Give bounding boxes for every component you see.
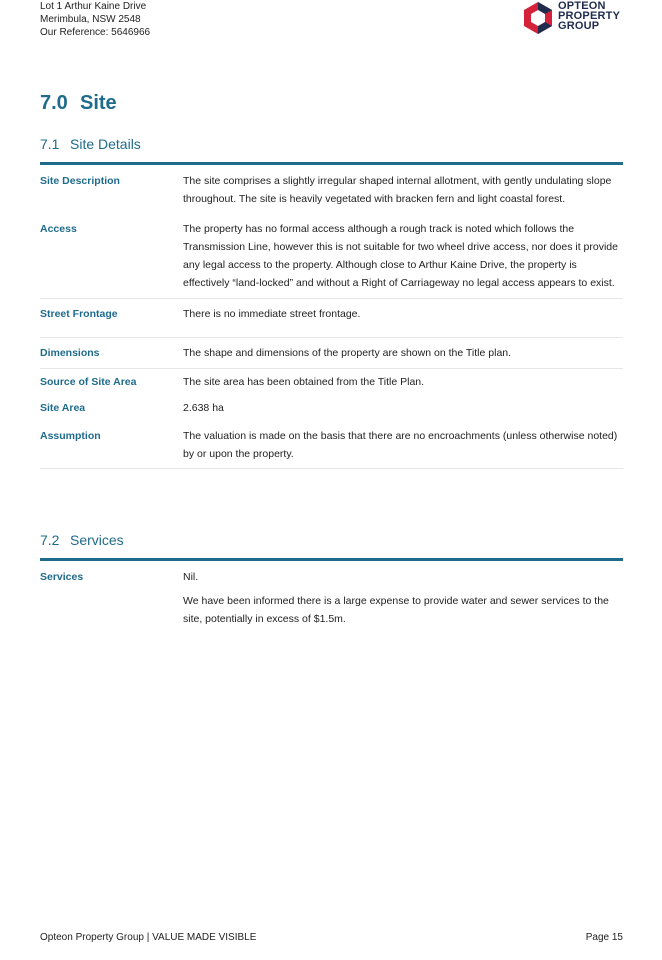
reference-number: Our Reference: 5646966 — [40, 27, 151, 38]
site-details-heading — [40, 136, 141, 152]
row-value — [183, 568, 623, 628]
services-rule — [40, 558, 623, 561]
row-value: There is no immediate street frontage. — [183, 308, 361, 320]
row-label: Access — [40, 223, 77, 235]
services-table — [40, 562, 623, 634]
row-value: The property has no formal access although a rough track is noted which follows the Transmission Line, however this is not suitable for two wheel drive access, nor does it provide any legal access to the property. Although close to Arthur Kaine Drive, the property is effectively “land-locked” and without a Right of Carriageway no legal access appears to exist. — [183, 223, 618, 289]
page-footer — [40, 932, 623, 943]
site-details-title: Site Details — [70, 136, 141, 152]
table-row — [40, 421, 623, 469]
table-row — [40, 166, 623, 214]
section-title: Site — [80, 92, 117, 114]
page-number: Page 15 — [585, 932, 623, 943]
site-details-rule — [40, 162, 623, 165]
table-row — [40, 338, 623, 369]
row-label: Source of Site Area — [40, 376, 137, 388]
services-title: Services — [70, 532, 124, 548]
logo-hexagon-icon — [520, 0, 556, 36]
row-label: Assumption — [40, 430, 101, 442]
services-value-line-1: Nil. — [183, 571, 199, 583]
row-label: Site Description — [40, 175, 120, 187]
section-heading — [40, 92, 117, 115]
footer-tagline: Opteon Property Group | VALUE MADE VISIBLE — [40, 932, 257, 943]
table-row — [40, 395, 623, 421]
services-number: 7.2 — [40, 532, 60, 548]
row-value: The shape and dimensions of the property are shown on the Title plan. — [183, 347, 512, 359]
site-details-number: 7.1 — [40, 136, 60, 152]
table-row — [40, 562, 623, 634]
site-details-table — [40, 166, 623, 469]
address-line-2: Merimbula, NSW 2548 — [40, 14, 141, 25]
row-value: The valuation is made on the basis that there are no encroachments (unless otherwise noted) by or upon the property. — [183, 430, 618, 460]
services-heading — [40, 532, 124, 548]
header-address — [40, 0, 150, 39]
table-row — [40, 369, 623, 395]
services-value-line-2: We have been informed there is a large expense to provide water and sewer services to the site, potentially in excess of $1.5m. — [183, 595, 609, 625]
table-row — [40, 214, 623, 299]
address-line-1: Lot 1 Arthur Kaine Drive — [40, 1, 147, 12]
row-value: The site comprises a slightly irregular shaped internal allotment, with gently undulating slope throughout. The site is heavily vegetated with bracken fern and light coastal forest. — [183, 175, 612, 205]
section-number: 7.0 — [40, 92, 68, 114]
row-label: Site Area — [40, 402, 86, 414]
row-label: Dimensions — [40, 347, 100, 359]
table-row — [40, 299, 623, 338]
row-label: Services — [40, 571, 84, 583]
opteon-logo — [520, 0, 630, 36]
row-value: 2.638 ha — [183, 402, 224, 414]
logo-wordmark: OPTEON PROPERTY GROUP — [558, 0, 621, 32]
row-value: The site area has been obtained from the Title Plan. — [183, 376, 425, 388]
row-label: Street Frontage — [40, 308, 118, 320]
